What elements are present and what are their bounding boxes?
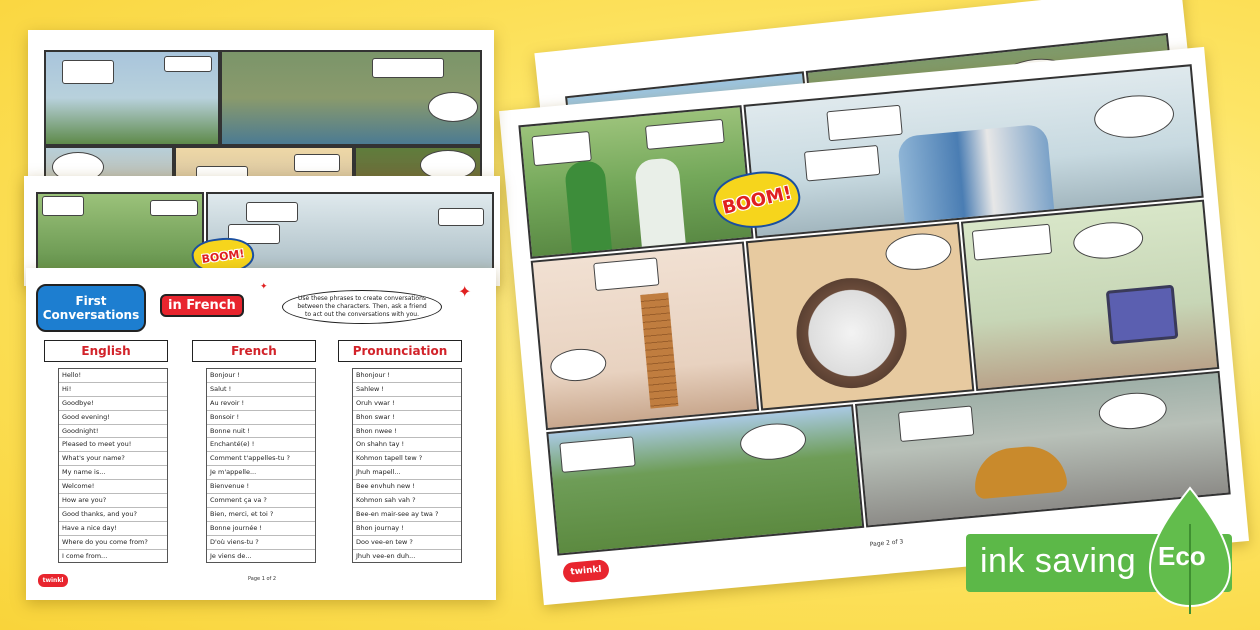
phrase-list-french	[206, 368, 316, 563]
dog	[972, 443, 1068, 499]
list-item: Doo vee-en tew ?	[353, 536, 461, 550]
worksheet-subtitle: in French	[160, 294, 244, 317]
column-header-english: English	[44, 340, 168, 362]
speech-box	[898, 405, 974, 442]
page-number: Page 2 of 3	[869, 538, 904, 549]
list-item: Bonsoir !	[207, 411, 315, 425]
children-circle	[792, 273, 912, 393]
list-item: Je m'appelle...	[207, 466, 315, 480]
list-item: Good evening!	[59, 411, 167, 425]
column-french	[192, 340, 316, 563]
speech-box	[164, 56, 212, 72]
list-item: Bhon swar !	[353, 411, 461, 425]
speech-bubble	[1097, 390, 1168, 432]
list-item: Bhon journay !	[353, 522, 461, 536]
list-item: Jhuh vee-en duh...	[356, 551, 416, 560]
list-item: Comment ça va ?	[207, 494, 315, 508]
comic-panel-videocall	[961, 200, 1219, 391]
list-item: My name is...	[59, 466, 167, 480]
list-item: I come from...	[62, 551, 108, 560]
list-item: Goodbye!	[59, 397, 167, 411]
comic-panel-circle	[746, 222, 975, 411]
speech-box	[826, 105, 902, 142]
boom-burst: BOOM!	[709, 163, 806, 237]
comic-sheet-front	[499, 47, 1249, 605]
speech-bubble	[884, 231, 953, 273]
character-group	[897, 124, 1054, 223]
list-item: Bien, merci, et toi ?	[207, 508, 315, 522]
column-pronunciation	[338, 340, 462, 563]
column-english	[44, 340, 168, 563]
comic-panel-friends	[518, 105, 753, 259]
list-item: D'où viens-tu ?	[207, 536, 315, 550]
speech-bubble	[1092, 92, 1175, 141]
list-item: How are you?	[59, 494, 167, 508]
comic-panel-jenga	[531, 241, 760, 430]
list-item: Have a nice day!	[59, 522, 167, 536]
sparkle-icon: ✦	[260, 282, 268, 292]
speech-box	[150, 200, 198, 216]
list-item: Enchanté(e) !	[207, 438, 315, 452]
list-item: Hi!	[59, 383, 167, 397]
twinkl-logo: twinkl	[38, 574, 68, 587]
speech-box	[246, 202, 298, 222]
column-header-pronunciation: Pronunciation	[338, 340, 462, 362]
twinkl-logo: twinkl	[562, 559, 610, 583]
sparkle-icon: ✦	[458, 282, 472, 301]
worksheet-title: First Conversations	[36, 284, 146, 332]
speech-box	[62, 60, 114, 84]
comic-panel-park	[546, 404, 864, 555]
speech-bubble	[739, 421, 808, 463]
jenga-tower	[640, 293, 678, 409]
list-item: Oruh vwar !	[353, 397, 461, 411]
worksheet-instructions: Use these phrases to create conversations between the characters. Then, ask a friend to act out the conversations with you.	[282, 290, 442, 324]
list-item: Bonjour !	[207, 369, 315, 383]
list-item: Bee-en mair-see ay twa ?	[353, 508, 461, 522]
list-item: Welcome!	[59, 480, 167, 494]
character-girl	[634, 157, 686, 247]
list-item: Pleased to meet you!	[59, 438, 167, 452]
list-item: Kohmon tapell tew ?	[353, 452, 461, 466]
list-item: Bonne nuit !	[207, 425, 315, 439]
page-number: Page 1 of 2	[248, 576, 277, 582]
speech-box	[972, 224, 1052, 261]
list-item: Kohmon sah vah ?	[353, 494, 461, 508]
speech-bubble	[428, 92, 478, 122]
list-item: Bienvenue !	[207, 480, 315, 494]
comic-panel-otters	[44, 50, 220, 146]
list-item: Jhuh mapell...	[353, 466, 461, 480]
tablet	[1106, 285, 1179, 345]
list-item: Hello!	[59, 369, 167, 383]
character-boy	[564, 160, 612, 253]
phrase-list-pronunciation	[352, 368, 462, 563]
speech-box	[593, 257, 659, 291]
speech-box	[42, 196, 84, 216]
speech-box	[559, 436, 635, 473]
list-item: Je viens de...	[210, 551, 252, 560]
list-item: Bonne journée !	[207, 522, 315, 536]
comic-panel-wolf-river	[220, 50, 482, 146]
list-item: Sahlew !	[353, 383, 461, 397]
list-item: Salut !	[207, 383, 315, 397]
list-item: On shahn tay !	[353, 438, 461, 452]
speech-box	[372, 58, 444, 78]
list-item: Goodnight!	[59, 425, 167, 439]
speech-box	[438, 208, 484, 226]
speech-box	[804, 145, 880, 182]
column-header-french: French	[192, 340, 316, 362]
list-item: Bhonjour !	[353, 369, 461, 383]
speech-box	[294, 154, 340, 172]
list-item: Comment t'appelles-tu ?	[207, 452, 315, 466]
list-item: Bhon nwee !	[353, 425, 461, 439]
speech-box	[645, 119, 725, 150]
ink-saving-label: ink saving	[980, 542, 1137, 580]
list-item: What's your name?	[59, 452, 167, 466]
boom-burst-small: BOOM!	[190, 234, 256, 278]
list-item: Where do you come from?	[59, 536, 167, 550]
list-item: Au revoir !	[207, 397, 315, 411]
speech-bubble	[1072, 219, 1145, 261]
phrase-list-english	[58, 368, 168, 563]
list-item: Bee envhuh new !	[353, 480, 461, 494]
eco-label: Eco	[1158, 541, 1206, 571]
list-item: Good thanks, and you?	[59, 508, 167, 522]
speech-bubble	[549, 346, 608, 383]
